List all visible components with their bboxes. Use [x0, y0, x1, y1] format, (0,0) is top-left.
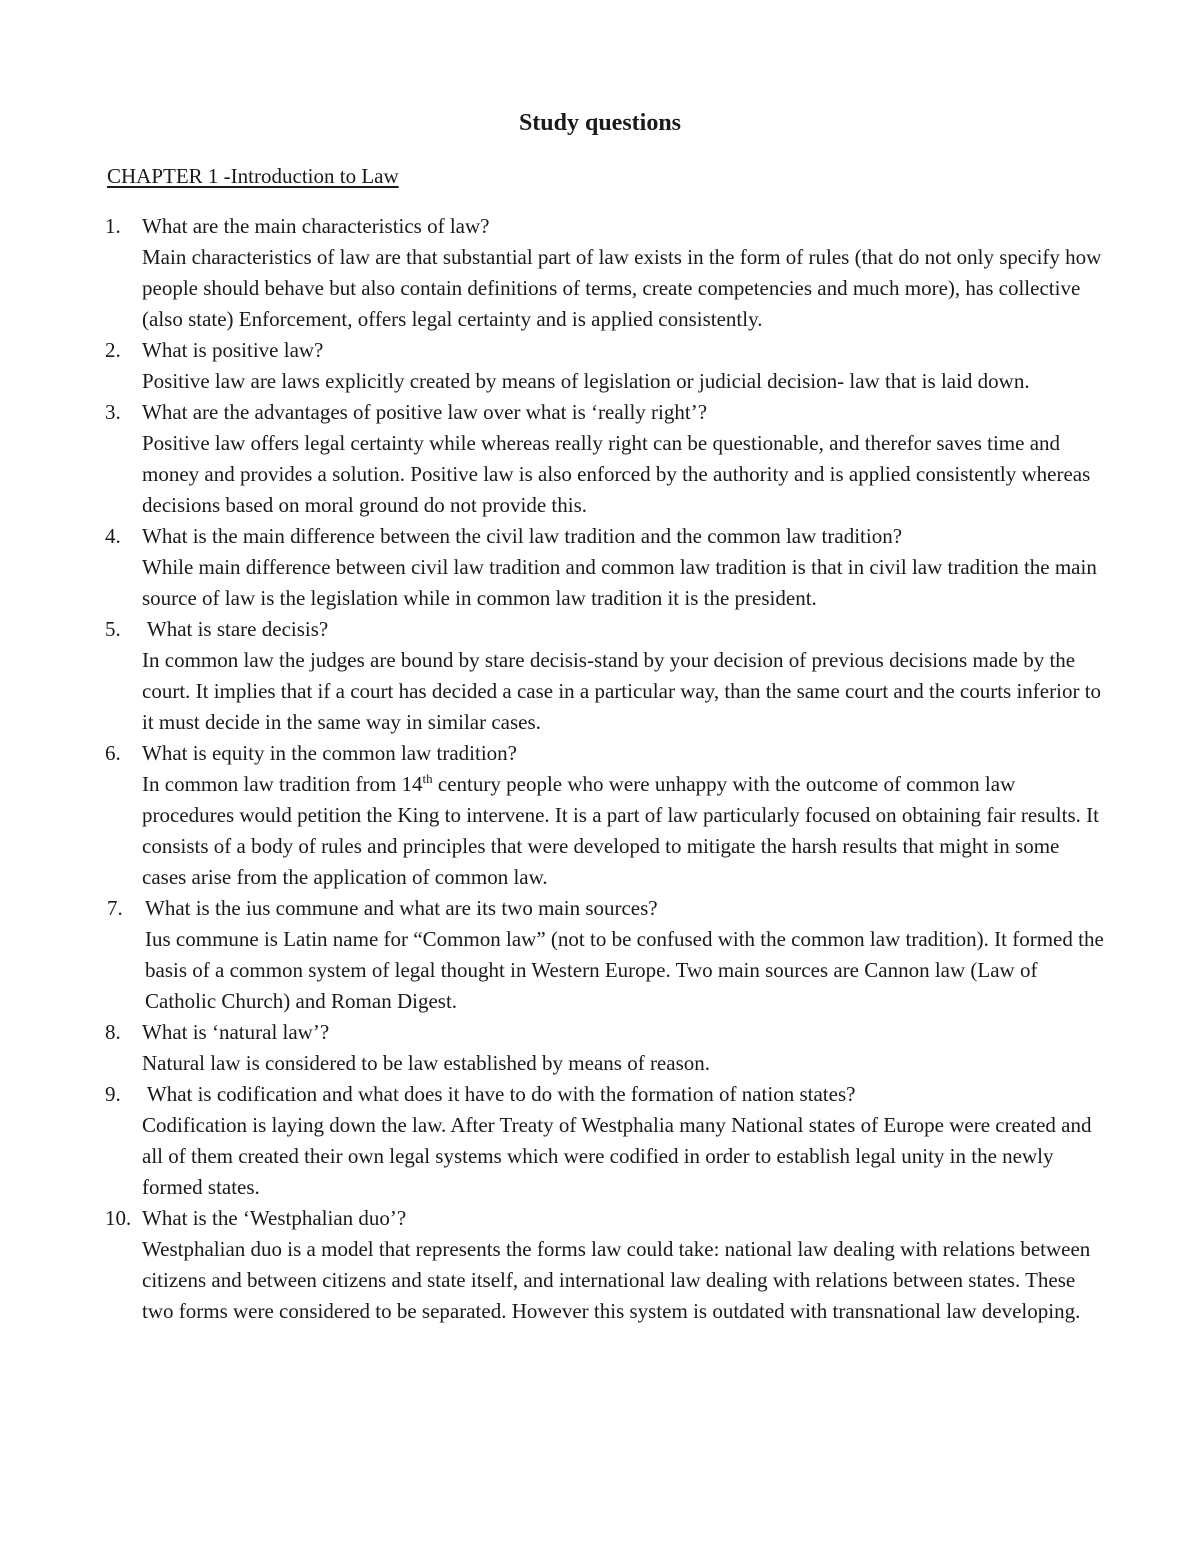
answer-text [142, 769, 1102, 893]
question-number: 8. [105, 1020, 121, 1044]
question-item [0, 397, 1200, 521]
question-number: 9. [105, 1082, 121, 1106]
answer-text-start: In common law tradition from 14 [142, 772, 423, 796]
question-text: What is equity in the common law tradition? [142, 741, 517, 765]
answer-text: Main characteristics of law are that substantial part of law exists in the form of rules (that do not only specify how people should behave but also contain definitions of terms, create competencies and much more), has collective (also state) Enforcement, offers legal certainty and is applied consistently. [142, 245, 1102, 331]
question-number: 3. [105, 400, 121, 424]
question-item [0, 335, 1200, 397]
question-item [0, 893, 1200, 1017]
question-list [0, 211, 1200, 1327]
question-item [0, 614, 1200, 738]
answer-text: In common law the judges are bound by stare decisis-stand by your decision of previous decisions made by the court. It implies that if a court has decided a case in a particular way, than the same court and the courts inferior to it must decide in the same way in similar cases. [142, 648, 1102, 734]
question-number: 6. [105, 741, 121, 765]
question-number: 10. [105, 1206, 132, 1230]
question-text: What is the ius commune and what are its two main sources? [145, 896, 658, 920]
chapter-heading: CHAPTER 1 -Introduction to Law [107, 164, 399, 188]
question-item [0, 1203, 1200, 1327]
answer-text: Ius commune is Latin name for “Common law” (not to be confused with the common law tradition). It formed the basis of a common system of legal thought in Western Europe. Two main sources are Cannon law (Law of Catholic Church) and Roman Digest. [145, 927, 1104, 1013]
question-text: What is ‘natural law’? [142, 1020, 330, 1044]
ordinal-superscript: th [422, 771, 433, 786]
answer-text: Natural law is considered to be law established by means of reason. [142, 1051, 710, 1075]
question-item [0, 521, 1200, 614]
answer-text-end: century people who were unhappy with the outcome of common law procedures would petition the King to intervene. It is a part of law particularly focused on obtaining fair results. It consists of a body of rules and principles that were developed to mitigate the harsh results that might in some cases arise from the application of common law. [142, 772, 1099, 889]
question-number: 7. [107, 896, 123, 920]
question-item [0, 211, 1200, 335]
page-title: Study questions [518, 110, 682, 136]
question-text: What is codification and what does it have to do with the formation of nation states? [142, 1082, 856, 1106]
question-text: What is the main difference between the civil law tradition and the common law tradition? [142, 524, 903, 548]
question-text: What is the ‘Westphalian duo’? [142, 1206, 407, 1230]
question-item [0, 1017, 1200, 1079]
question-number: 1. [105, 214, 121, 238]
answer-text: Positive law are laws explicitly created by means of legislation or judicial decision- law that is laid down. [142, 369, 1030, 393]
question-number: 4. [105, 524, 121, 548]
answer-text: Positive law offers legal certainty while whereas really right can be questionable, and therefor saves time and money and provides a solution. Positive law is also enforced by the authority and is applied consistently whereas decisions based on moral ground do not provide this. [142, 431, 1091, 517]
question-item [0, 738, 1200, 893]
answer-text: Codification is laying down the law. After Treaty of Westphalia many National states of Europe were created and all of them created their own legal systems which were codified in order to establish legal unity in the newly formed states. [142, 1113, 1092, 1199]
question-number: 5. [105, 617, 121, 641]
question-number: 2. [105, 338, 121, 362]
answer-text: While main difference between civil law tradition and common law tradition is that in civil law tradition the main source of law is the legislation while in common law tradition it is the president. [142, 555, 1097, 610]
question-item [0, 1079, 1200, 1203]
question-text: What are the advantages of positive law over what is ‘really right’? [142, 400, 708, 424]
question-text: What are the main characteristics of law? [142, 214, 490, 238]
question-text: What is positive law? [142, 338, 324, 362]
answer-text: Westphalian duo is a model that represents the forms law could take: national law dealing with relations between citizens and between citizens and state itself, and international law dealing with relations between states. These two forms were considered to be separated. However this system is outdated with transnational law developing. [142, 1237, 1091, 1323]
question-text: What is stare decisis? [142, 617, 329, 641]
